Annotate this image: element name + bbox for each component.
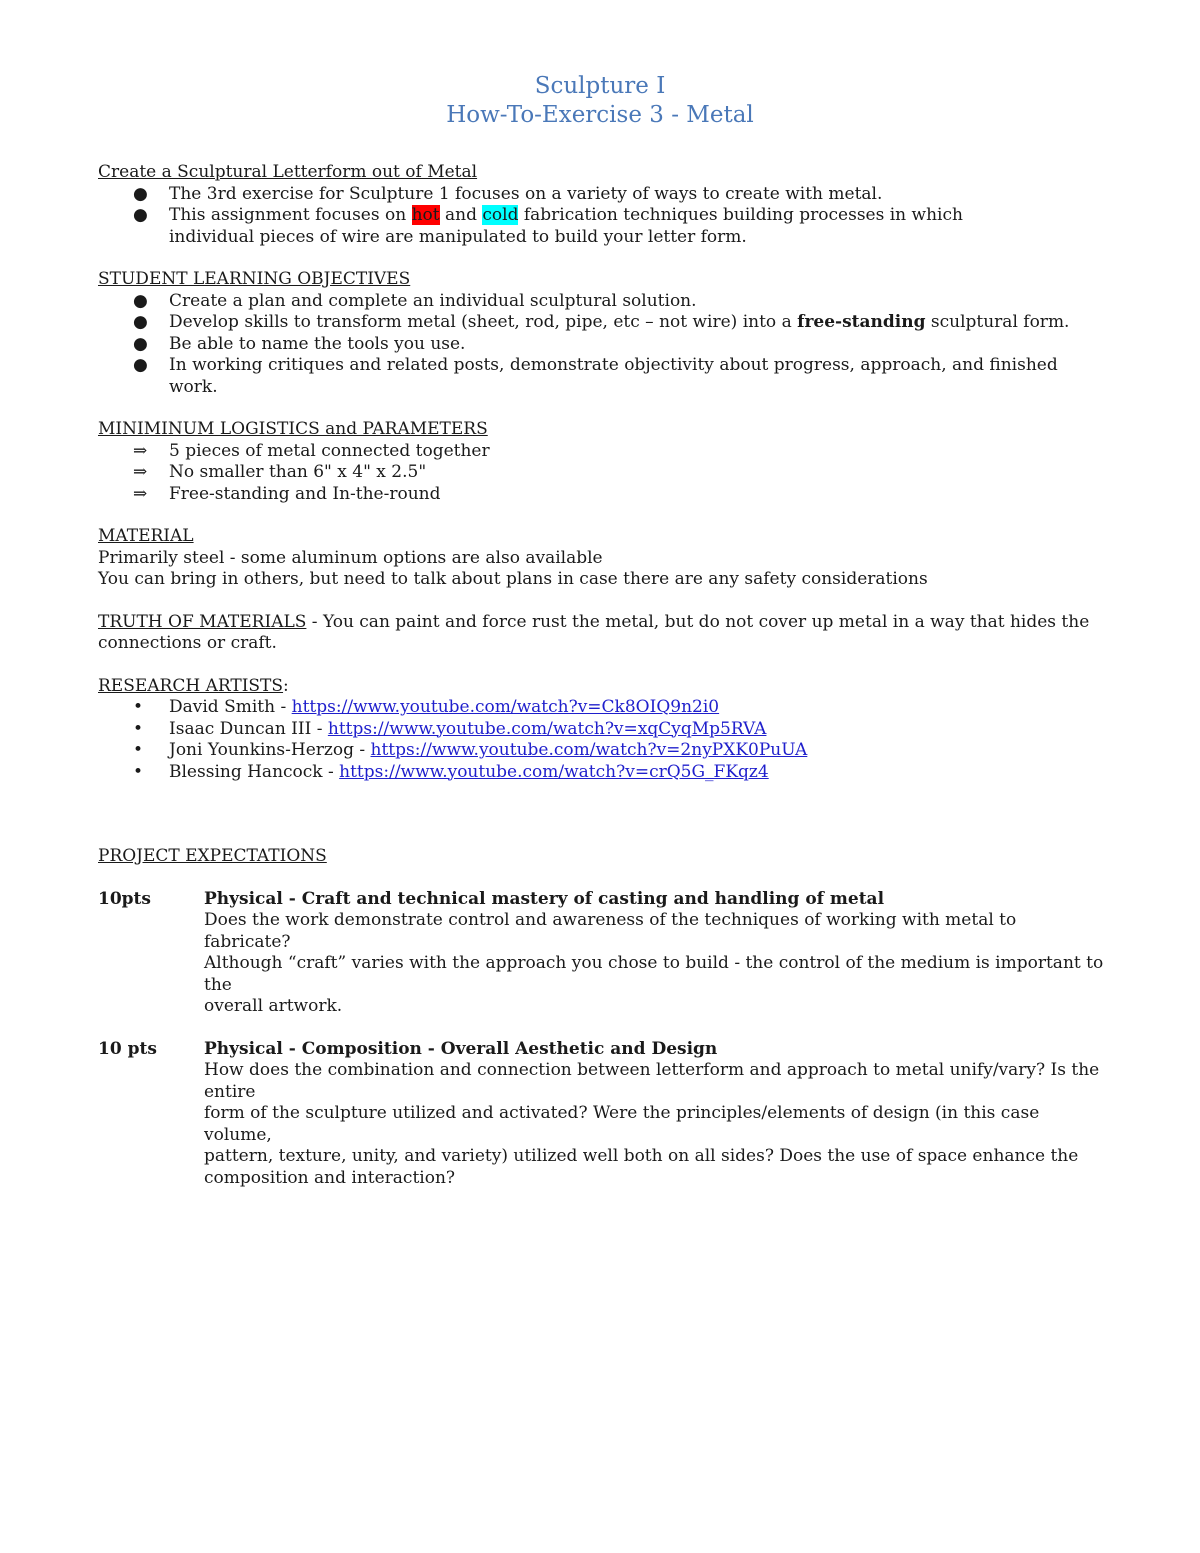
material-line: You can bring in others, but need to talk about plans in case there are any safety considerations [98,569,928,589]
list-item: ⇒ 5 pieces of metal connected together [133,440,490,461]
intro-heading: Create a Sculptural Letterform out of Metal [98,162,478,182]
artist-item: • David Smith - https://www.youtube.com/watch?v=Ck8OIQ9n2i0 [133,697,720,717]
logistics-list [98,441,1108,506]
artist-list [98,697,1108,783]
bullet-icon: ● [133,333,148,354]
course-title: Sculpture I [534,73,666,99]
research-heading: RESEARCH ARTISTS [98,675,284,696]
logistics-heading: MINIMINUM LOGISTICS and PARAMETERS [98,419,488,439]
expectations-section [98,846,1108,1189]
objectives-list [98,291,1108,399]
points-label: 10pts [98,888,151,909]
bullet-icon: • [133,761,144,782]
bullet-icon: ● [133,290,148,311]
objectives-section [98,269,1108,398]
exercise-title: How-To-Exercise 3 - Metal [446,102,754,128]
artist-link-david-smith[interactable]: https://www.youtube.com/watch?v=Ck8OIQ9n2i0 [291,697,720,717]
artist-link-blessing-hancock[interactable]: https://www.youtube.com/watch?v=crQ5G_FKqz4 [339,761,769,782]
artist-link-joni-younkins-herzog[interactable]: https://www.youtube.com/watch?v=2nyPXK0PuUA [370,740,808,760]
material-section [98,526,1108,591]
list-item: ● Create a plan and complete an individual sculptural solution. [133,290,697,311]
artist-item: • Joni Younkins-Herzog - https://www.youtube.com/watch?v=2nyPXK0PuUA [133,740,808,760]
list-item: ● In working critiques and related posts, demonstrate objectivity about progress, approach, and finished work. [133,355,1058,397]
bullet-icon: ● [133,205,148,225]
free-standing-emphasis: free-standing [797,312,926,332]
list-item: ⇒ Free-standing and In-the-round [133,483,441,504]
cold-highlight: cold [482,205,519,225]
expectation-item: 10pts Physical - Craft and technical mastery of casting and handling of metal Does the work demonstrate control and awareness of the techniques of working with metal to fabricate? Although “craft” varies with the approach you chose to build - the control of the medium is important to the overall artwork. [98,889,1108,1018]
expectations-heading: PROJECT EXPECTATIONS [98,846,327,866]
arrow-icon: ⇒ [133,462,148,482]
bullet-icon: • [133,718,144,739]
arrow-icon: ⇒ [133,440,148,461]
points-label: 10 pts [98,1038,157,1059]
bullet-icon: ● [133,312,148,332]
objectives-heading: STUDENT LEARNING OBJECTIVES [98,269,411,289]
list-item: ● The 3rd exercise for Sculpture 1 focuses on a variety of ways to create with metal. [133,183,883,204]
expectation-item: 10 pts Physical - Composition - Overall Aesthetic and Design How does the combination and connection between letterform and approach to metal unify/vary? Is the entire form of the sculpture utilized and activated? Were the principles/elements of design (in this case volume, pattern, texture, unity, and variety) utilized well both on all sides? Does the use of space enhance the composition and interaction? [98,1039,1108,1190]
list-item: ● Be able to name the tools you use. [133,333,466,354]
artist-link-isaac-duncan[interactable]: https://www.youtube.com/watch?v=xqCyqMp5RVA [327,718,767,739]
material-heading: MATERIAL [98,526,194,546]
artist-item: • Isaac Duncan III - https://www.youtube.com/watch?v=xqCyqMp5RVA [133,718,767,739]
bullet-icon: ● [133,355,148,375]
intro-list [98,184,1108,249]
expectation-title: Physical - Craft and technical mastery of casting and handling of metal [204,888,885,909]
truth-heading: TRUTH OF MATERIALS [98,611,307,632]
research-section: RESEARCH ARTISTS: • David Smith - https://www.youtube.com/watch?v=Ck8OIQ9n2i0 • Isaac Duncan III - https://www.youtube.com/watch?v=xqCyqMp5RVA • Joni Younkins-Herzog - https://www.youtube.com/watch?v=2nyPXK0PuUA • Blessing Hancock - https://www.youtube.com/watch?v=crQ5G_FKqz4 [98,676,1108,784]
hot-highlight: hot [411,205,440,225]
list-item: ● Develop skills to transform metal (sheet, rod, pipe, etc – not wire) into a free-standing sculptural form. [133,312,1070,332]
truth-section: TRUTH OF MATERIALS - You can paint and force rust the metal, but do not cover up metal in a way that hides the connections or craft. [98,611,1090,653]
list-item: ● This assignment focuses on hot and cold fabrication techniques building processes in which individual pieces of wire are manipulated to build your letter form. [133,205,963,247]
arrow-icon: ⇒ [133,483,148,504]
intro-section [98,162,1108,248]
material-line: Primarily steel - some aluminum options are also available [98,547,603,568]
bullet-icon: • [133,697,144,717]
bullet-icon: ● [133,183,148,204]
bullet-icon: • [133,740,144,760]
artist-item: • Blessing Hancock - https://www.youtube.com/watch?v=crQ5G_FKqz4 [133,761,769,782]
logistics-section [98,419,1108,505]
expectation-title: Physical - Composition - Overall Aesthetic and Design [204,1038,718,1059]
list-item: ⇒ No smaller than 6" x 4" x 2.5" [133,462,427,482]
